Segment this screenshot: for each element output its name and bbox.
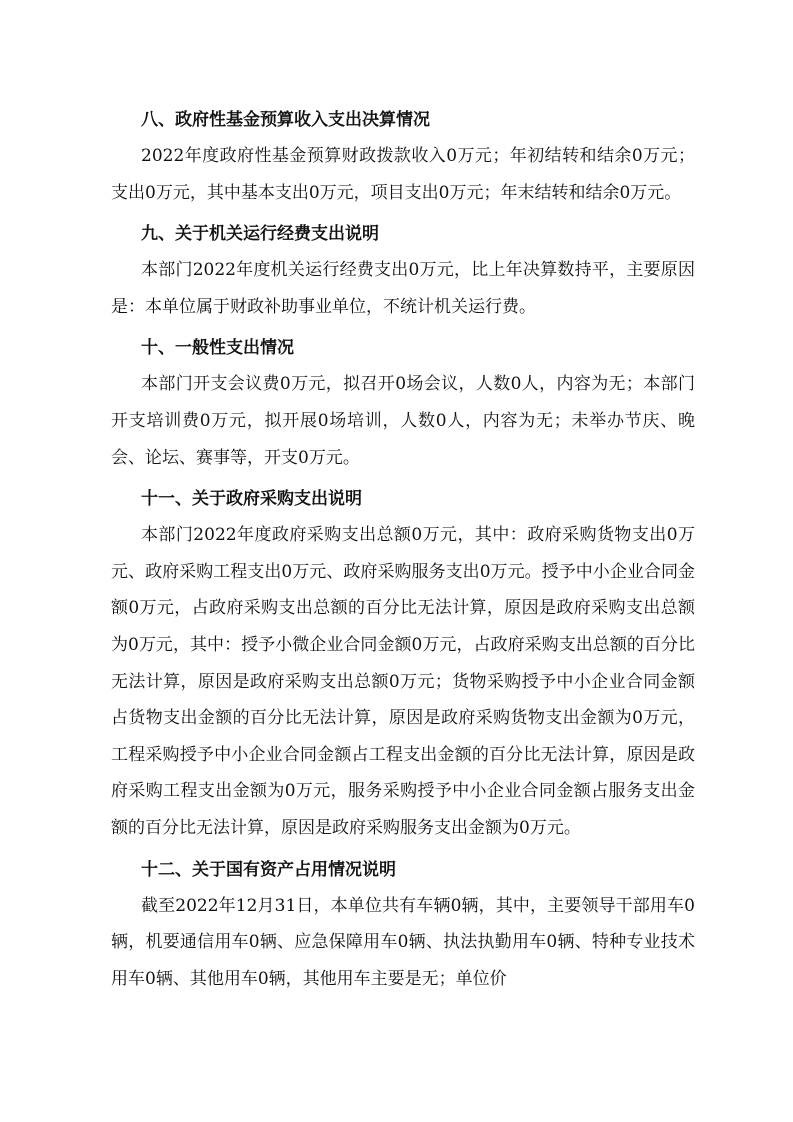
section-9-paragraph: 本部门2022年度机关运行经费支出0万元，比上年决算数持平，主要原因是：本单位属于财政补助事业单位，不统计机关运行费。 bbox=[111, 260, 695, 317]
section-heading-9: 九、关于机关运行经费支出说明 bbox=[141, 224, 379, 245]
section-heading-10: 十、一般性支出情况 bbox=[141, 338, 294, 359]
section-8-paragraph: 2022年度政府性基金预算财政拨款收入0万元；年初结转和结余0万元；支出0万元，其中基本支出0万元，项目支出0万元；年末结转和结余0万元。 bbox=[111, 146, 695, 203]
section-11-paragraph: 本部门2022年度政府采购支出总额0万元，其中：政府采购货物支出0万元、政府采购工程支出0万元、政府采购服务支出0万元。授予中小企业合同金额0万元，占政府采购支出总额的百分比无法计算，原因是政府采购支出总额为0万元，其中：授予小微企业合同金额0万元，占政府采购支出总额的百分比无法计算，原因是政府采购支出总额0万元；货物采购授予中小企业合同金额占货物支出金额的百分比无法计算，原因是政府采购货物支出金额为0万元，工程采购授予中小企业合同金额占工程支出金额的百分比无法计算，原因是政府采购工程支出金额为0万元，服务采购授予中小企业合同金额占服务支出金额的百分比无法计算，原因是政府采购服务支出金额为0万元。 bbox=[111, 525, 695, 838]
section-heading-12: 十二、关于国有资产占用情况说明 bbox=[141, 859, 396, 880]
section-12-paragraph: 截至2022年12月31日，本单位共有车辆0辆，其中，主要领导干部用车0辆，机要通信用车0辆、应急保障用车0辆、执法执勤用车0辆、特种专业技术用车0辆、其他用车0辆，其他用车主要是无；单位价 bbox=[111, 895, 695, 989]
section-heading-8: 八、政府性基金预算收入支出决算情况 bbox=[141, 110, 430, 130]
section-10-paragraph: 本部门开支会议费0万元，拟召开0场会议，人数0人，内容为无；本部门开支培训费0万元，拟开展0场培训，人数0人，内容为无；未举办节庆、晚会、论坛、赛事等，开支0万元。 bbox=[111, 374, 695, 468]
document-body bbox=[111, 106, 695, 998]
section-heading-11: 十一、关于政府采购支出说明 bbox=[141, 489, 362, 510]
